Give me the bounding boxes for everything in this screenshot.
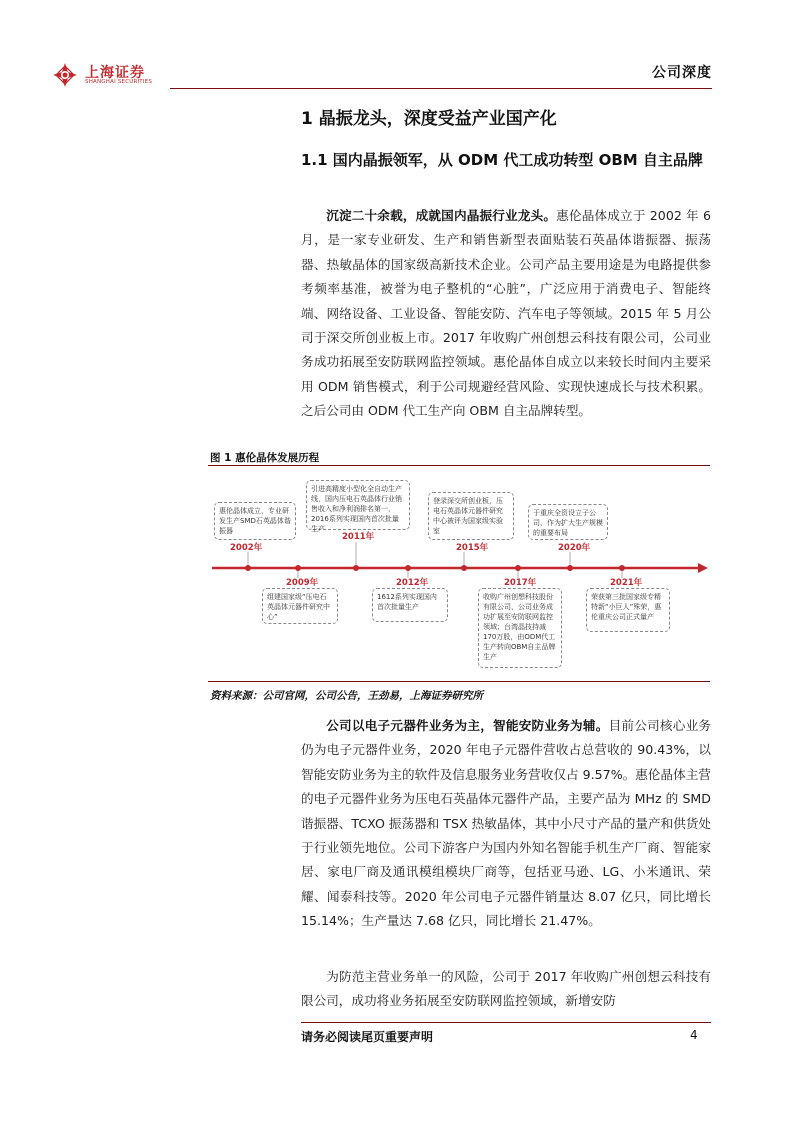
footer-divider: [301, 1022, 711, 1023]
figure-bottom-rule: [208, 681, 710, 682]
timeline-event: 引进高精度小型化全自动生产线，国内压电石英晶体行业销售收入和净利润排名第一，2016系列实现国内首次批量生产: [306, 480, 410, 530]
page-number: 4: [690, 1028, 698, 1042]
intro-body: 惠伦晶体成立于 2002 年 6 月，是一家专业研发、生产和销售新型表面贴装石英晶体谐振器、振荡器、热敏晶体的国家级高新技术企业。公司产品主要用途是为电路提供参考频率基准，被誉为电子整机的“心脏”，广泛应用于消费电子、智能终端、网络设备、工业设备、智能安防、汽车电子等领域。2015 年 5 月公司于深交所创业板上市。2017 年收购广州创想云科技有限公司，公司业务成功拓展至安防联网监控领域。惠伦晶体自成立以来较长时间内主要采用 ODM 销售模式，利于公司规避经营风险、实现快速成长与技术积累。之后公司由 ODM 代工生产向 OBM 自主品牌转型。: [301, 208, 712, 419]
business-body: 目前公司核心业务仍为电子元器件业务，2020 年电子元器件营收占总营收的 90.43%，以智能安防业务为主的软件及信息服务业务营收仅占 9.57%。惠伦晶体主营的电子元器件业务为压电石英晶体元器件产品，主要产品为 MHz 的 SMD 谐振器、TCXO 振荡器和 TSX 热敏晶体，其中小尺寸产品的量产和供货处于行业领先地位。公司下游客户为国内外知名智能手机生产厂商、智能家居、家电厂商及通讯模组模块厂商等，包括亚马逊、LG、小米通讯、荣耀、闻泰科技等。2020 年公司电子元器件销量达 8.07 亿只，同比增长 15.14%；生产量达 7.68 亿只，同比增长 21.47%。: [301, 718, 712, 929]
footer-disclaimer: 请务必阅读尾页重要声明: [301, 1030, 434, 1044]
header-divider: [170, 88, 712, 89]
timeline-event: 1612系列实现国内首次批量生产: [372, 588, 448, 622]
section-heading: 1 晶振龙头，深度受益产业国产化: [301, 109, 557, 129]
timeline-event: 登录深交所创业板，压电石英晶体元器件研究中心被评为国家级实验室: [428, 492, 514, 540]
logo-emblem-icon: [52, 62, 78, 88]
business-lead: 公司以电子元器件业务为主，智能安防业务为辅。: [326, 718, 609, 733]
timeline-figure: [208, 468, 710, 680]
logo-text-cn: 上海证券: [85, 65, 145, 81]
logo-text-en: SHANGHAI SECURITIES: [85, 79, 153, 85]
intro-lead: 沉淀二十余载，成就国内晶振行业龙头。: [326, 208, 557, 223]
timeline-event: 收购广州创想科技股份有限公司，公司业务成功扩展至安防联网监控领域；台湾晶技持减170万股，由ODM代工生产转向OBM自主品牌生产: [478, 588, 562, 668]
timeline-year: 2015年: [456, 543, 489, 553]
timeline-year: 2012年: [396, 578, 429, 588]
company-logo: [52, 60, 172, 88]
figure-caption: 图 1 惠伦晶体发展历程: [210, 452, 320, 464]
timeline-year: 2002年: [230, 543, 263, 553]
timeline-year: 2021年: [610, 578, 643, 588]
page-header: [52, 60, 712, 90]
timeline-year: 2011年: [342, 532, 375, 542]
timeline-event: 惠伦晶体成立，专业研发生产SMD石英晶体谐振器: [214, 502, 296, 540]
business-paragraph: [301, 714, 711, 934]
intro-paragraph: [301, 204, 711, 424]
subsection-heading: 1.1 国内晶振领军，从 ODM 代工成功转型 OBM 自主品牌: [301, 151, 703, 169]
figure-source: 资料来源：公司官网，公司公告，王劲易，上海证券研究所: [210, 690, 483, 702]
timeline-event: 荣获第三批国家级专精特新“小巨人”殊荣，惠伦重庆公司正式量产: [586, 588, 670, 632]
timeline-event: 于重庆全资设立子公司，作为扩大生产规模的重要布局: [528, 504, 608, 540]
figure-top-rule: [208, 465, 710, 466]
timeline-year: 2020年: [558, 543, 591, 553]
timeline-year: 2009年: [286, 578, 319, 588]
timeline-event: 组建国家级“压电石英晶体元器件研究中心”: [262, 588, 338, 624]
timeline-year: 2017年: [504, 578, 537, 588]
security-paragraph: 为防范主营业务单一的风险，公司于 2017 年收购广州创想云科技有限公司，成功将业务拓展至安防联网监控领域，新增安防: [301, 969, 711, 1009]
document-type-label: 公司深度: [652, 65, 712, 81]
